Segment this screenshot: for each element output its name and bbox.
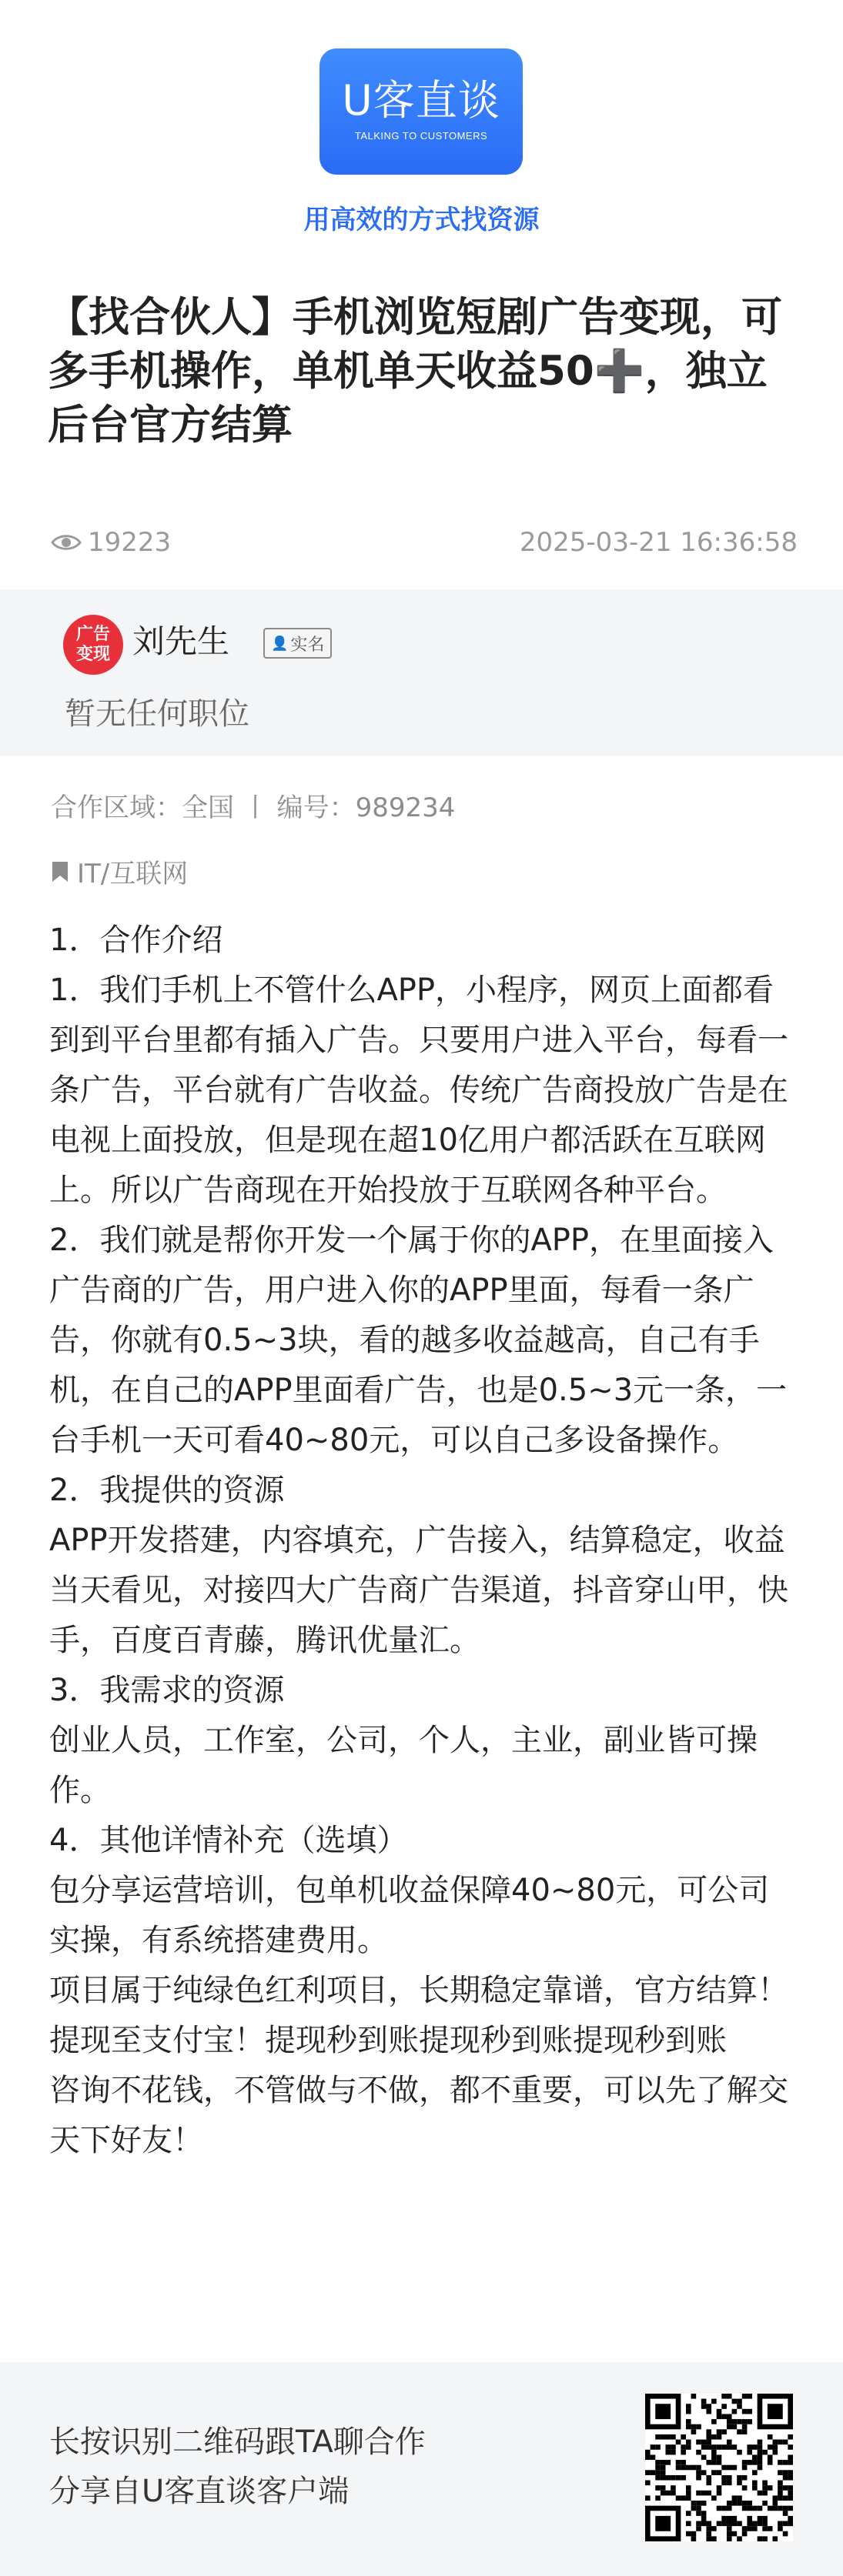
content-paragraph: 咨询不花钱，不管做与不做，都不重要，可以先了解交天下好友！ [49,2073,788,2158]
slogan: 用高效的方式找资源 [303,205,540,235]
author-position: 暂无任何职位 [65,696,249,732]
verified-label: 实名 [290,635,325,655]
industry-label: IT/互联网 [77,859,189,889]
content-paragraph: 3．我需求的资源 [49,1673,285,1708]
author-name: 刘先生 [132,622,230,660]
header [0,0,843,246]
logo-main-text: U客直谈 [342,76,500,125]
industry-tag [51,853,188,890]
verified-badge [263,628,332,659]
content-paragraph: 1．合作介绍 [49,923,223,958]
view-count-value: 19223 [88,527,172,558]
post-title: 【找合伙人】手机浏览短剧广告变现，可多手机操作，单机单天收益50➕，独立后台官方结算 [48,294,782,449]
author-card[interactable] [0,589,843,756]
avatar-text-line1: 广告 [75,625,110,644]
avatar-text-line2: 变现 [75,645,110,664]
qr-code[interactable] [645,2394,793,2541]
content-paragraph: 4．其他详情补充（选填） [49,1823,408,1858]
logo-sub-text: TALKING TO CUSTOMERS [354,130,488,142]
content-paragraph: APP开发搭建，内容填充，广告接入，结算稳定，收益当天看见，对接四大广告商广告渠道，抖音穿山甲，快手，百度百青藤，腾讯优量汇。 [49,1523,788,1658]
content-paragraph: 1．我们手机上不管什么APP，小程序，网页上面都看到到平台里都有插入广告。只要用户进入平台，每看一条广告，平台就有广告收益。传统广告商投放广告是在电视上面投放，但是现在超10亿用户都活跃在互联网上。所以广告商现在开始投放于互联网各种平台。 [49,973,788,1208]
app-logo [319,48,523,175]
share-source: 分享自U客直谈客户端 [49,2474,350,2509]
content-paragraph: 包分享运营培训，包单机收益保障40~80元，可公司实操，有系统搭建费用。 [49,1873,770,1958]
view-count [51,527,171,558]
eye-icon [51,532,82,552]
share-footer [0,2362,843,2576]
post-date: 2025-03-21 16:36:58 [519,527,798,558]
content-paragraph: 2．我提供的资源 [49,1473,285,1508]
person-icon: 👤 [271,635,289,652]
avatar[interactable] [63,615,123,675]
content-paragraph: 项目属于纯绿色红利项目，长期稳定靠谱，官方结算！提现至支付宝！提现秒到账提现秒到账提现秒到账 [49,1973,788,2058]
bookmark-icon [51,860,69,883]
post-content [49,916,798,2166]
content-paragraph: 2．我们就是帮你开发一个属于你的APP，在里面接入广告商的广告，用户进入你的APP里面，每看一条广告，你就有0.5~3块，看的越多收益越高，自己有手机，在自己的APP里面看广告，也是0.5~3元一条，一台手机一天可看40~80元，可以自己多设备操作。 [49,1223,788,1458]
content-paragraph: 创业人员，工作室，公司，个人，主业，副业皆可操作。 [49,1723,758,1808]
qr-hint: 长按识别二维码跟TA聊合作 [49,2424,426,2460]
cooperation-info: 合作区域：全国 丨 编号：989234 [51,792,456,823]
post-meta [51,527,798,566]
